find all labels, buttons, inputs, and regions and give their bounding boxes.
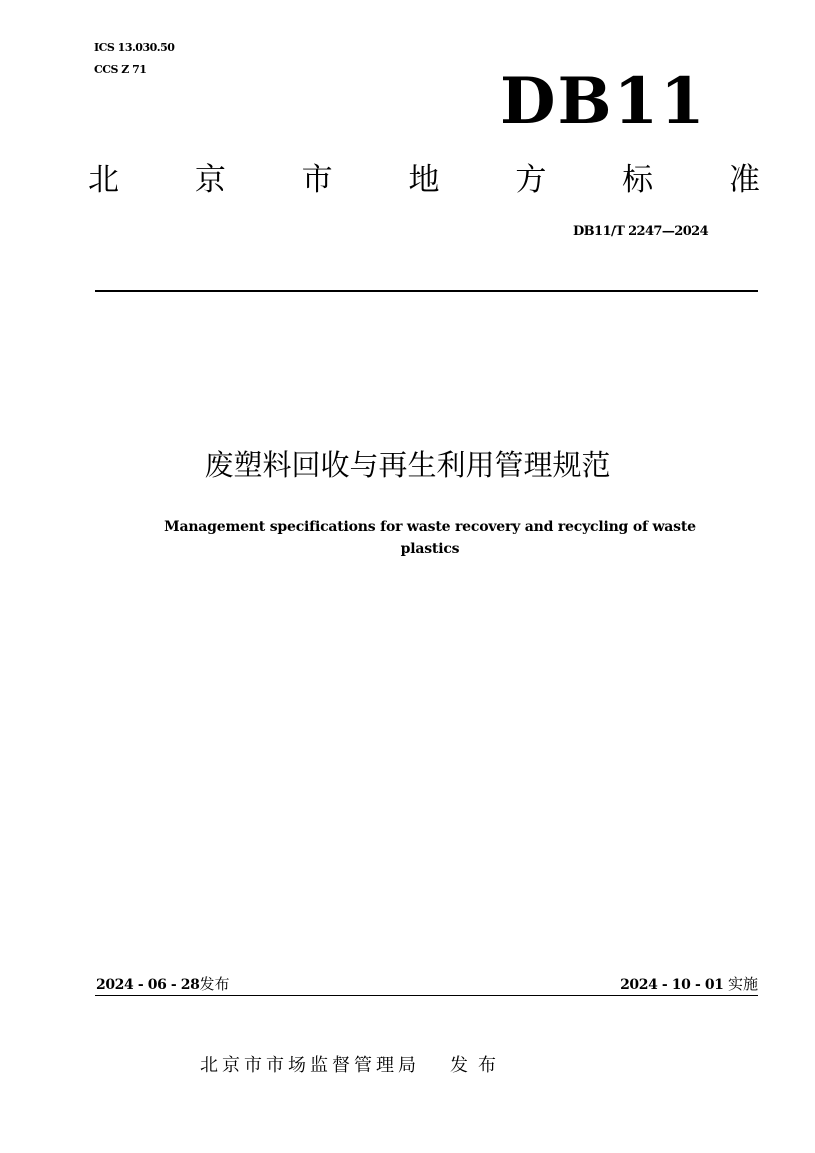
english-title-line-2: plastics <box>400 541 460 557</box>
standard-type-char: 标 <box>622 162 654 198</box>
publish-date-value: 2024 - 06 - 28 <box>96 977 200 993</box>
issuer-organization: 北京市市场监督管理局 <box>200 1055 420 1076</box>
top-divider <box>95 290 758 292</box>
english-title <box>100 516 760 560</box>
standard-type-char: 方 <box>515 162 547 198</box>
standard-type-char: 京 <box>194 162 226 198</box>
standard-type-char: 北 <box>88 162 119 198</box>
chinese-title: 废塑料回收与再生利用管理规范 <box>204 448 611 482</box>
standard-type-char: 地 <box>408 162 440 198</box>
implement-label: 实施 <box>727 975 758 993</box>
standard-type-char: 市 <box>301 162 333 198</box>
implement-date-value: 2024 - 10 - 01 <box>620 977 724 993</box>
standard-type-char: 准 <box>728 162 760 198</box>
issuer-line <box>200 1052 620 1080</box>
english-title-line-1: Management specifications for waste recovery and recycling of waste <box>164 519 696 535</box>
publish-date <box>96 973 229 996</box>
standard-type-title <box>88 155 760 205</box>
publish-label: 发布 <box>199 975 230 993</box>
ics-code: ICS 13.030.50 <box>94 41 175 54</box>
standard-number: DB11/T 2247—2024 <box>573 224 709 239</box>
issuer-action: 发布 <box>450 1055 506 1076</box>
ccs-code: CCS Z 71 <box>94 63 147 76</box>
implement-date <box>600 973 758 996</box>
bottom-divider <box>95 995 758 996</box>
db11-mark: DB11 <box>500 64 707 139</box>
